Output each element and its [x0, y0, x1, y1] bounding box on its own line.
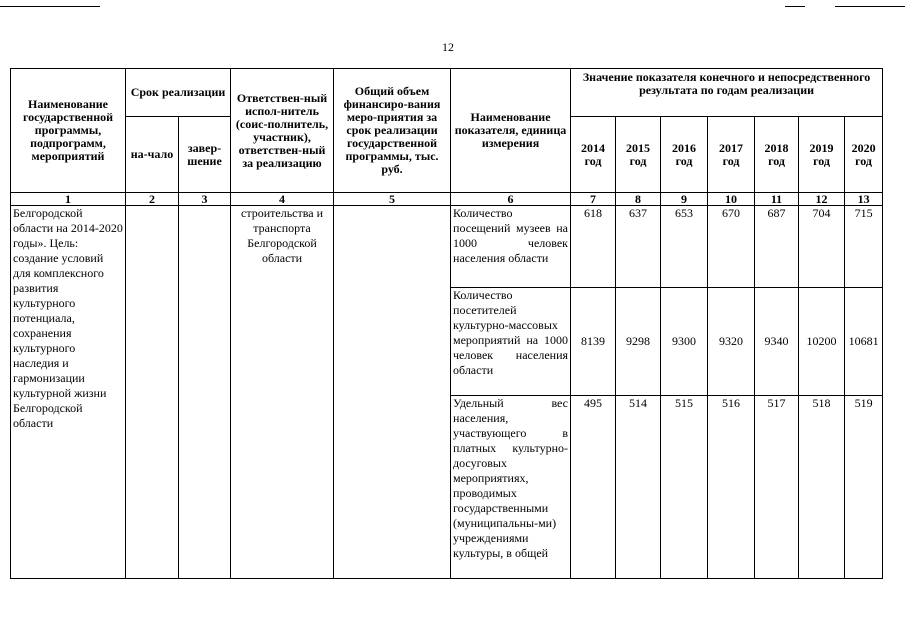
column-number: 6: [451, 193, 571, 206]
header-year: 2020 год: [845, 117, 883, 193]
indicator-value: 517: [755, 396, 799, 579]
indicator-value: 495: [571, 396, 616, 579]
column-number: 7: [571, 193, 616, 206]
financing-cell: [334, 206, 451, 579]
header-end: завер-шение: [179, 117, 231, 193]
header-indicator-values: Значение показателя конечного и непосредственного результата по годам реализации: [571, 69, 883, 117]
indicator-value: 653: [661, 206, 708, 288]
header-year: 2019 год: [799, 117, 845, 193]
header-year: 2015 год: [616, 117, 661, 193]
header-year: 2016 год: [661, 117, 708, 193]
indicator-value: 670: [708, 206, 755, 288]
header-year: 2018 год: [755, 117, 799, 193]
table-row: [11, 206, 883, 288]
program-description: Белгородской области на 2014-2020 годы». Цель: создание условий для комплексного развития культурного потенциала, сохранения культурного наследия и гармонизации культурной жизни Белгородской области: [11, 206, 126, 579]
column-number: 3: [179, 193, 231, 206]
indicator-value: 515: [661, 396, 708, 579]
header-program-name: Наименование государственной программы, подпрограмм, мероприятий: [11, 69, 126, 193]
indicator-value: 514: [616, 396, 661, 579]
indicator-value: 9298: [616, 288, 661, 396]
column-number: 10: [708, 193, 755, 206]
start-cell: [126, 206, 179, 579]
header-period: Срок реализации: [126, 69, 231, 117]
indicator-value: 8139: [571, 288, 616, 396]
indicator-value: 516: [708, 396, 755, 579]
header-financing: Общий объем финансиро-вания меро-приятия за срок реализации государственной программы, тыс. руб.: [334, 69, 451, 193]
indicator-value: 518: [799, 396, 845, 579]
indicator-name: Количество посещений музеев на 1000 человек населения области: [451, 206, 571, 288]
column-number: 13: [845, 193, 883, 206]
column-number: 4: [231, 193, 334, 206]
indicator-value: 10681: [845, 288, 883, 396]
column-number: 8: [616, 193, 661, 206]
column-number: 2: [126, 193, 179, 206]
indicator-table: [10, 68, 883, 579]
scan-edge-line: [0, 6, 100, 7]
indicator-value: 10200: [799, 288, 845, 396]
header-row: [11, 69, 883, 117]
indicator-name: Количество посетителей культурно-массовых мероприятий на 1000 человек населения области: [451, 288, 571, 396]
column-number: 11: [755, 193, 799, 206]
column-number: 1: [11, 193, 126, 206]
header-start: на-чало: [126, 117, 179, 193]
indicator-value: 9320: [708, 288, 755, 396]
header-responsible: Ответствен-ный испол-нитель (соис-полнитель, участник), ответствен-ный за реализацию: [231, 69, 334, 193]
end-cell: [179, 206, 231, 579]
indicator-value: 715: [845, 206, 883, 288]
indicator-value: 618: [571, 206, 616, 288]
indicator-value: 9300: [661, 288, 708, 396]
indicator-value: 637: [616, 206, 661, 288]
indicator-name: Удельный вес населения, участвующего в платных культурно-досуговых мероприятиях, проводимых государственными (муниципальны-ми) учреждениями культуры, в общей: [451, 396, 571, 579]
header-year: 2014 год: [571, 117, 616, 193]
column-number: 5: [334, 193, 451, 206]
header-indicator-name: Наименование показателя, единица измерения: [451, 69, 571, 193]
page-number: 12: [442, 40, 454, 54]
indicator-value: 704: [799, 206, 845, 288]
header-year: 2017 год: [708, 117, 755, 193]
scan-edge-line: [785, 6, 805, 7]
indicator-value: 9340: [755, 288, 799, 396]
scan-edge-line: [835, 6, 905, 7]
indicator-value: 519: [845, 396, 883, 579]
column-number: 9: [661, 193, 708, 206]
column-number-row: [11, 193, 883, 206]
responsible-executor: строительства и транспорта Белгородской области: [231, 206, 334, 579]
indicator-value: 687: [755, 206, 799, 288]
column-number: 12: [799, 193, 845, 206]
